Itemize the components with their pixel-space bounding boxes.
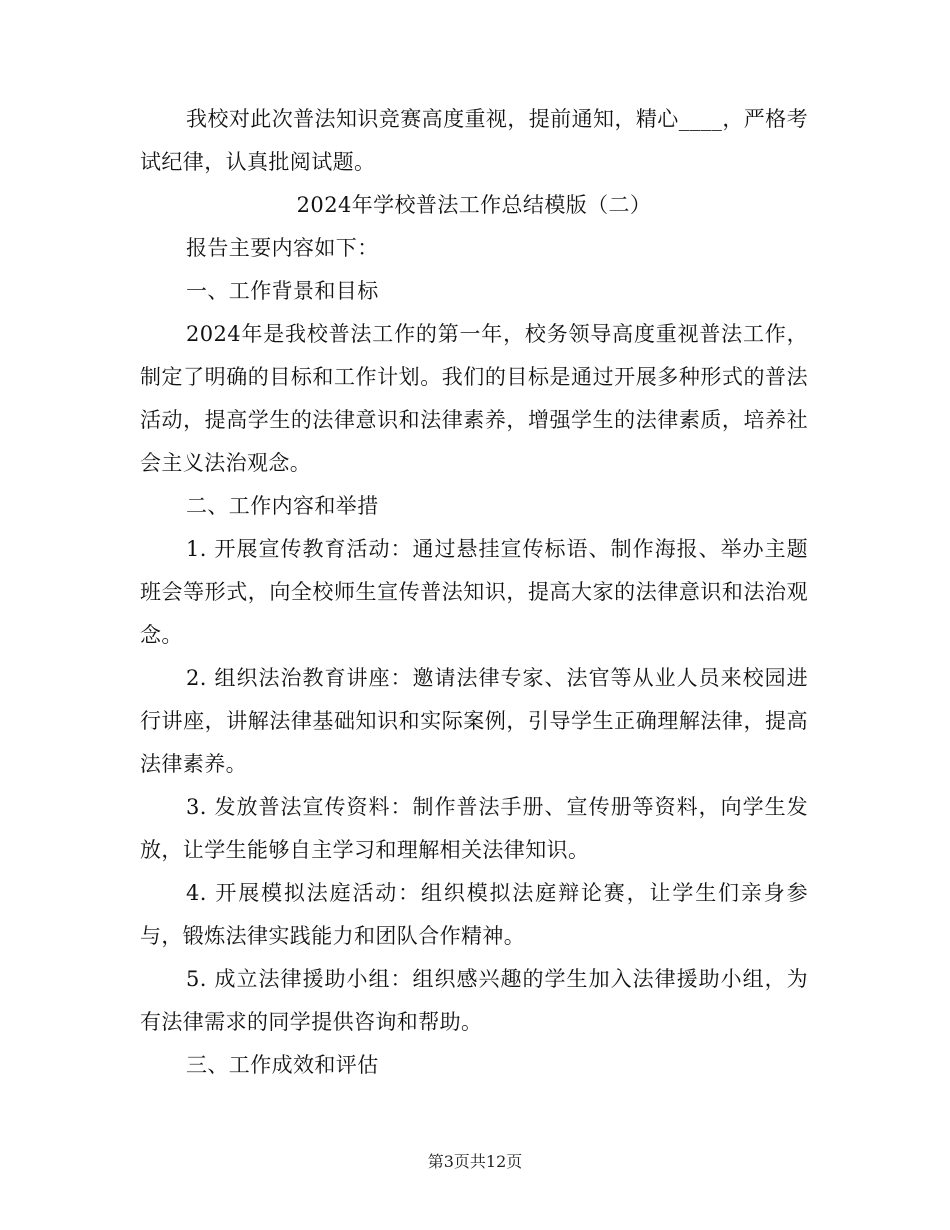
list-item-moot-court: 4. 开展模拟法庭活动：组织模拟法庭辩论赛，让学生们亲身参与，锻炼法律实践能力和团队合作精神。 <box>140 881 808 948</box>
list-item-lectures: 2. 组织法治教育讲座：邀请法律专家、法官等从业人员来校园进行讲座，讲解法律基础知识和实际案例，引导学生正确理解法律，提高法律素养。 <box>140 666 808 776</box>
list-item-legal-aid: 5. 成立法律援助小组：组织感兴趣的学生加入法律援助小组，为有法律需求的同学提供咨询和帮助。 <box>140 967 808 1034</box>
section-title: 2024年学校普法工作总结模版（二） <box>296 193 652 217</box>
list-item-publicity: 1. 开展宣传教育活动：通过悬挂宣传标语、制作海报、举办主题班会等形式，向全校师生宣传普法知识，提高大家的法律意识和法治观念。 <box>140 537 808 647</box>
document-body <box>140 98 808 1087</box>
heading-background-goals: 一、工作背景和目标 <box>186 279 379 303</box>
heading-content-measures: 二、工作内容和举措 <box>186 494 379 518</box>
paragraph-exam-intro: 我校对此次普法知识竞赛高度重视，提前通知，精心____，严格考试纪律，认真批阅试题。 <box>140 107 808 174</box>
list-item-materials: 3. 发放普法宣传资料：制作普法手册、宣传册等资料，向学生发放，让学生能够自主学习和理解相关法律知识。 <box>140 795 808 862</box>
paragraph-report-intro: 报告主要内容如下： <box>186 236 379 260</box>
page-number: 第3页共12页 <box>427 1152 523 1171</box>
heading-results-evaluation: 三、工作成效和评估 <box>186 1053 379 1077</box>
paragraph-background: 2024年是我校普法工作的第一年，校务领导高度重视普法工作，制定了明确的目标和工作计划。我们的目标是通过开展多种形式的普法活动，提高学生的法律意识和法律素养，增强学生的法律素质，培养社会主义法治观念。 <box>140 322 808 475</box>
